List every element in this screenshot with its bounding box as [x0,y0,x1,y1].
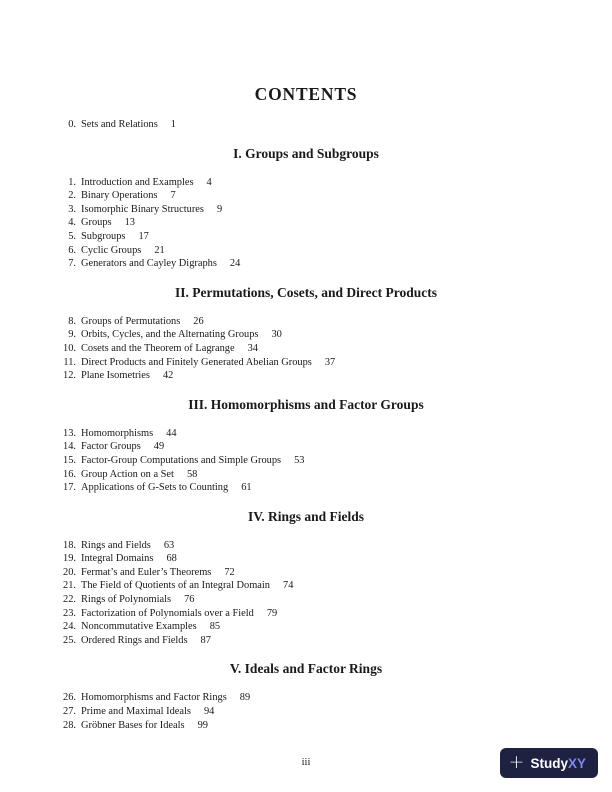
section-heading: II. Permutations, Cosets, and Direct Products [175,284,437,300]
toc-item [0,342,612,356]
item-page: 61 [241,482,252,494]
item-page: 21 [154,244,165,256]
item-number: 22. [63,594,76,606]
item-page: 85 [209,621,221,633]
toc-item [0,579,612,593]
item-page: 74 [283,580,294,592]
item-number: 13. [63,427,76,439]
item-page: 37 [324,356,336,368]
toc-item [0,176,612,190]
item-number: 11. [63,356,76,368]
item-label: Generators and Cayley Digraphs [81,258,217,270]
section-item-group [0,427,612,495]
item-label: Homomorphisms and Factor Rings [81,692,227,704]
toc-item [0,539,612,553]
item-label: Ordered Rings and Fields [81,634,188,646]
item-page: 1 [170,119,176,130]
toc-item [0,566,612,580]
item-label: Fermat’s and Euler’s Theorems [81,566,212,578]
toc-item [0,230,612,244]
item-label: Plane Isometries [81,370,150,382]
section-item-group [0,539,612,648]
item-number: 24. [63,621,76,633]
item-page: 34 [247,342,258,354]
toc-front-items [0,118,612,132]
page-title: CONTENTS [254,84,358,104]
item-label: Isomorphic Binary Structures [81,203,204,215]
item-label: Groups of Permutations [81,315,181,327]
item-page: 68 [166,553,177,565]
toc-item [0,454,612,468]
toc-item [0,257,612,271]
item-label: Factorization of Polynomials over a Field [81,607,254,619]
section-heading: III. Homomorphisms and Factor Groups [188,396,424,412]
toc-item [0,634,612,648]
item-number: 26. [63,692,76,704]
item-page: 99 [197,719,208,731]
toc-item [0,189,612,203]
toc-item [0,216,612,230]
section-heading: V. Ideals and Factor Rings [229,661,383,677]
item-number: 16. [63,468,76,480]
item-number: 25. [63,634,76,646]
toc-item [0,481,612,495]
item-number: 6. [68,244,76,256]
plus-icon: + [508,750,525,773]
item-page: 87 [200,634,211,646]
item-number: 28. [63,719,76,731]
item-label: Noncommutative Examples [81,621,197,633]
item-number: 5. [68,230,76,242]
item-number: 4. [68,217,76,229]
item-number: 19. [63,553,76,565]
item-page: 9 [216,203,223,215]
item-number: 27. [63,706,76,718]
item-label: Introduction and Examples [81,176,194,188]
section-heading: IV. Rings and Fields [247,508,365,524]
section-item-group [0,315,612,383]
item-label: Factor-Group Computations and Simple Groups [81,454,282,466]
item-page: 72 [224,566,235,578]
item-number: 10. [63,342,76,354]
item-number: 18. [63,539,76,551]
item-label: The Field of Quotients of an Integral Domain [81,580,271,592]
item-number: 23. [63,607,76,619]
item-number: 9. [68,329,76,341]
toc-item [0,118,612,132]
item-number: 17. [63,482,76,494]
toc-item [0,356,612,370]
toc-item [0,719,612,733]
toc-sections [0,145,612,733]
toc-item [0,593,612,607]
item-page: 53 [294,454,305,466]
item-page: 58 [186,468,198,480]
item-number: 2. [68,190,76,202]
item-page: 24 [229,258,241,270]
toc-item [0,369,612,383]
item-page: 42 [162,370,174,382]
item-number: 14. [63,441,76,453]
toc-item [0,607,612,621]
toc-item [0,705,612,719]
item-page: 94 [203,706,215,718]
section-heading: I. Groups and Subgroups [233,145,379,161]
item-label: Rings and Fields [81,539,151,551]
item-label: Group Action on a Set [81,468,174,480]
item-page: 7 [170,190,176,202]
item-number: 7. [68,258,76,270]
item-number: 15. [63,454,76,466]
item-number: 21. [63,580,76,592]
item-label: Gröbner Bases for Ideals [81,719,185,731]
item-label: Orbits, Cycles, and the Alternating Groups [81,329,259,341]
item-page: 4 [206,176,212,188]
item-number: 12. [63,370,76,382]
item-number: 8. [68,315,76,327]
toc-item [0,203,612,217]
item-label: Homomorphisms [81,427,154,439]
item-label: Sets and Relations [81,119,158,130]
item-label: Cosets and the Theorem of Lagrange [81,342,235,354]
toc-item [0,328,612,342]
toc-item [0,691,612,705]
item-page: 17 [138,230,149,242]
toc-item [0,620,612,634]
toc-item [0,552,612,566]
item-number: 0. [68,119,76,130]
item-page: 26 [193,315,204,327]
item-label: Prime and Maximal Ideals [81,706,191,718]
toc-item [0,244,612,258]
section-item-group [0,691,612,732]
item-label: Integral Domains [81,553,154,565]
toc-item [0,440,612,454]
item-page: 49 [153,441,165,453]
item-page: 63 [163,539,175,551]
item-label: Direct Products and Finitely Generated Abelian Groups [81,356,312,368]
logo-text-study: Study [530,755,568,771]
item-number: 3. [68,203,76,215]
page-number: iii [301,757,311,768]
toc-item [0,315,612,329]
item-page: 76 [184,594,195,606]
item-number: 1. [68,176,76,188]
item-page: 13 [124,217,135,229]
item-label: Rings of Polynomials [81,594,172,606]
item-label: Groups [81,217,112,229]
studyxy-logo [500,748,598,778]
item-label: Cyclic Groups [81,244,142,256]
item-label: Applications of G-Sets to Counting [81,482,229,494]
item-page: 89 [239,692,251,704]
item-label: Factor Groups [81,441,141,453]
item-page: 30 [271,329,282,341]
item-label: Binary Operations [81,190,158,202]
toc-item [0,427,612,441]
logo-text-xy: XY [567,755,586,771]
item-label: Subgroups [81,230,126,242]
item-number: 20. [63,566,76,578]
item-page: 79 [266,607,278,619]
item-page: 44 [166,427,177,439]
toc-item [0,468,612,482]
section-item-group [0,176,612,271]
